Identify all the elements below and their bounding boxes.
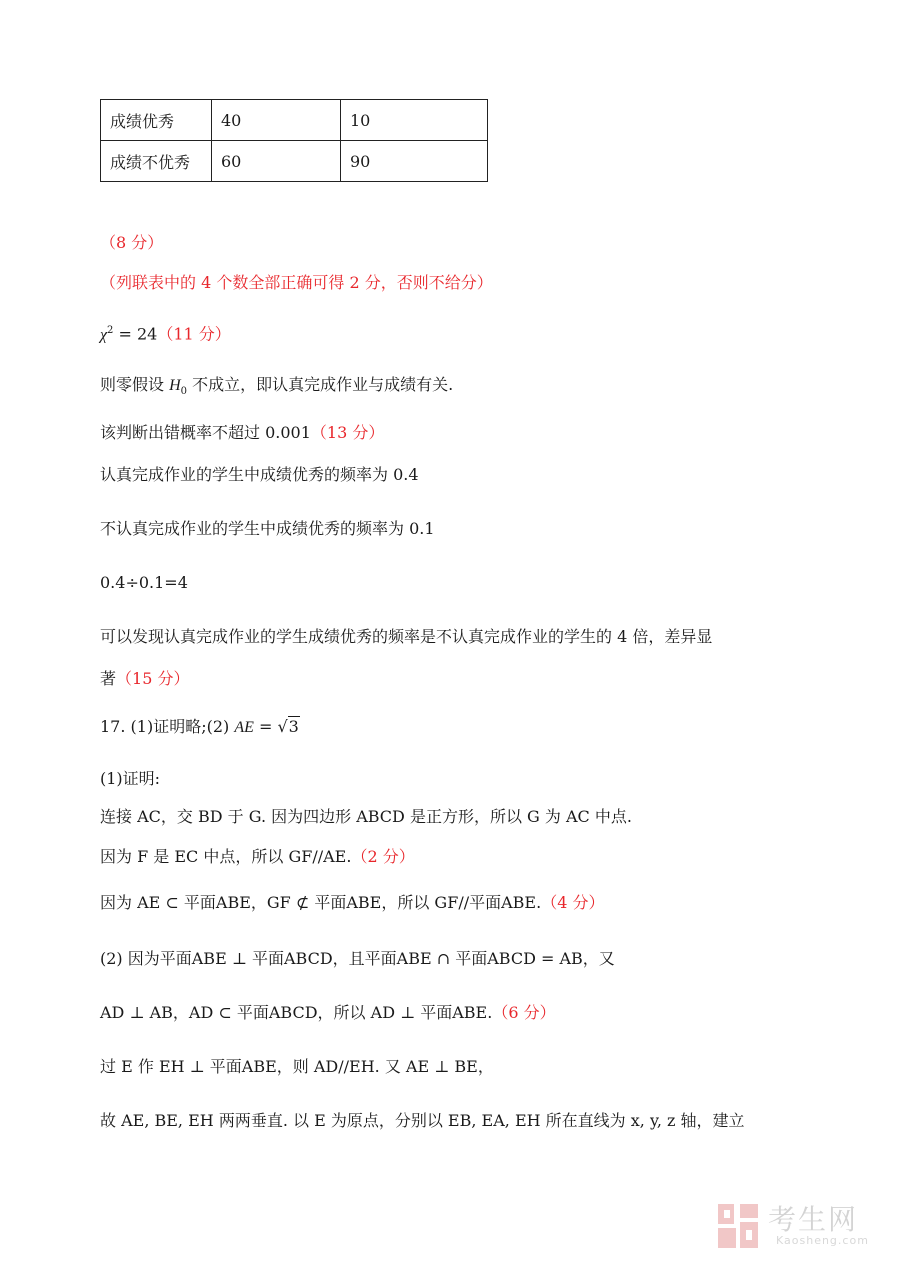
score-6: （6 分）: [492, 1003, 556, 1022]
proof-line-1: 连接 AC，交 BD 于 G. 因为四边形 ABCD 是正方形，所以 G 为 AC 中点.: [100, 807, 632, 826]
error-text: 该判断出错概率不超过 0.001: [100, 423, 311, 442]
chi-value: = 24: [113, 324, 158, 344]
kaosheng-watermark: [716, 1200, 886, 1256]
proof-line-6: 过 E 作 EH ⊥ 平面ABE，则 AD//EH. 又 AE ⊥ BE，: [100, 1057, 494, 1076]
proof-line-7: 故 AE, BE, EH 两两垂直. 以 E 为原点，分别以 EB, EA, EH 所在直线为 x, y, z 轴，建立: [100, 1111, 745, 1130]
table-cell: 60: [212, 141, 341, 182]
kaosheng-logo-icon: [716, 1202, 760, 1250]
score-15: （15 分）: [116, 669, 190, 688]
q17-ae: AE: [234, 719, 254, 736]
proof-heading: (1)证明:: [100, 769, 161, 788]
conclusion-line-1: 可以发现认真完成作业的学生成绩优秀的频率是不认真完成作业的学生的 4 倍，差异显: [100, 627, 713, 646]
chi-square-line: [100, 320, 231, 346]
table-cell: 成绩不优秀: [101, 141, 212, 182]
sqrt-radicand: 3: [288, 717, 299, 736]
proof-line-2-text: 因为 F 是 EC 中点，所以 GF//AE.: [100, 847, 352, 866]
error-probability-line: [100, 422, 384, 444]
score-11: （11 分）: [157, 324, 231, 344]
question-17-line: [100, 716, 300, 739]
h0-suffix: 不成立，即认真完成作业与成绩有关.: [187, 375, 454, 394]
proof-line-5: [100, 1002, 556, 1024]
frequency-line-2: 不认真完成作业的学生中成绩优秀的频率为 0.1: [100, 519, 435, 538]
chi-exponent: 2: [107, 325, 114, 336]
table-row: [101, 100, 488, 141]
proof-line-5-text: AD ⊥ AB，AD ⊂ 平面ABCD，所以 AD ⊥ 平面ABE.: [100, 1003, 493, 1022]
chi-symbol: χ: [100, 326, 108, 344]
watermark-subtext: Kaosheng.com: [776, 1234, 869, 1247]
frequency-line-1: 认真完成作业的学生中成绩优秀的频率为 0.4: [100, 465, 419, 484]
score-8: （8 分）: [100, 233, 164, 252]
table-cell: 成绩优秀: [101, 100, 212, 141]
table-cell: 40: [212, 100, 341, 141]
q17-prefix: 17. (1)证明略;(2): [100, 717, 235, 736]
proof-line-3: [100, 892, 604, 914]
watermark-text: 考生网: [768, 1203, 859, 1236]
proof-line-3-text: 因为 AE ⊂ 平面ABE，GF ⊄ 平面ABE，所以 GF//平面ABE.: [100, 893, 542, 912]
h0-prefix: 则零假设: [100, 375, 170, 394]
proof-line-2: [100, 846, 415, 868]
sqrt-symbol: √3: [277, 717, 299, 736]
h0-subscript: 0: [180, 386, 188, 398]
division-line: 0.4÷0.1=4: [100, 573, 188, 592]
score-13: （13 分）: [310, 423, 385, 442]
conclusion-end: 著: [100, 669, 117, 688]
score-4: （4 分）: [541, 893, 605, 912]
contingency-table: [100, 99, 488, 182]
grading-note: （列联表中的 4 个数全部正确可得 2 分，否则不给分）: [100, 273, 493, 292]
null-hypothesis-line: [100, 374, 453, 403]
q17-equals: =: [253, 717, 278, 736]
table-cell: 90: [341, 141, 488, 182]
table-row: [101, 141, 488, 182]
proof-line-4: (2) 因为平面ABE ⊥ 平面ABCD，且平面ABE ∩ 平面ABCD = AB，又: [100, 949, 615, 968]
h0-symbol: H: [169, 377, 181, 394]
conclusion-line-2: [100, 668, 189, 690]
score-2: （2 分）: [351, 847, 415, 866]
table-cell: 10: [341, 100, 488, 141]
